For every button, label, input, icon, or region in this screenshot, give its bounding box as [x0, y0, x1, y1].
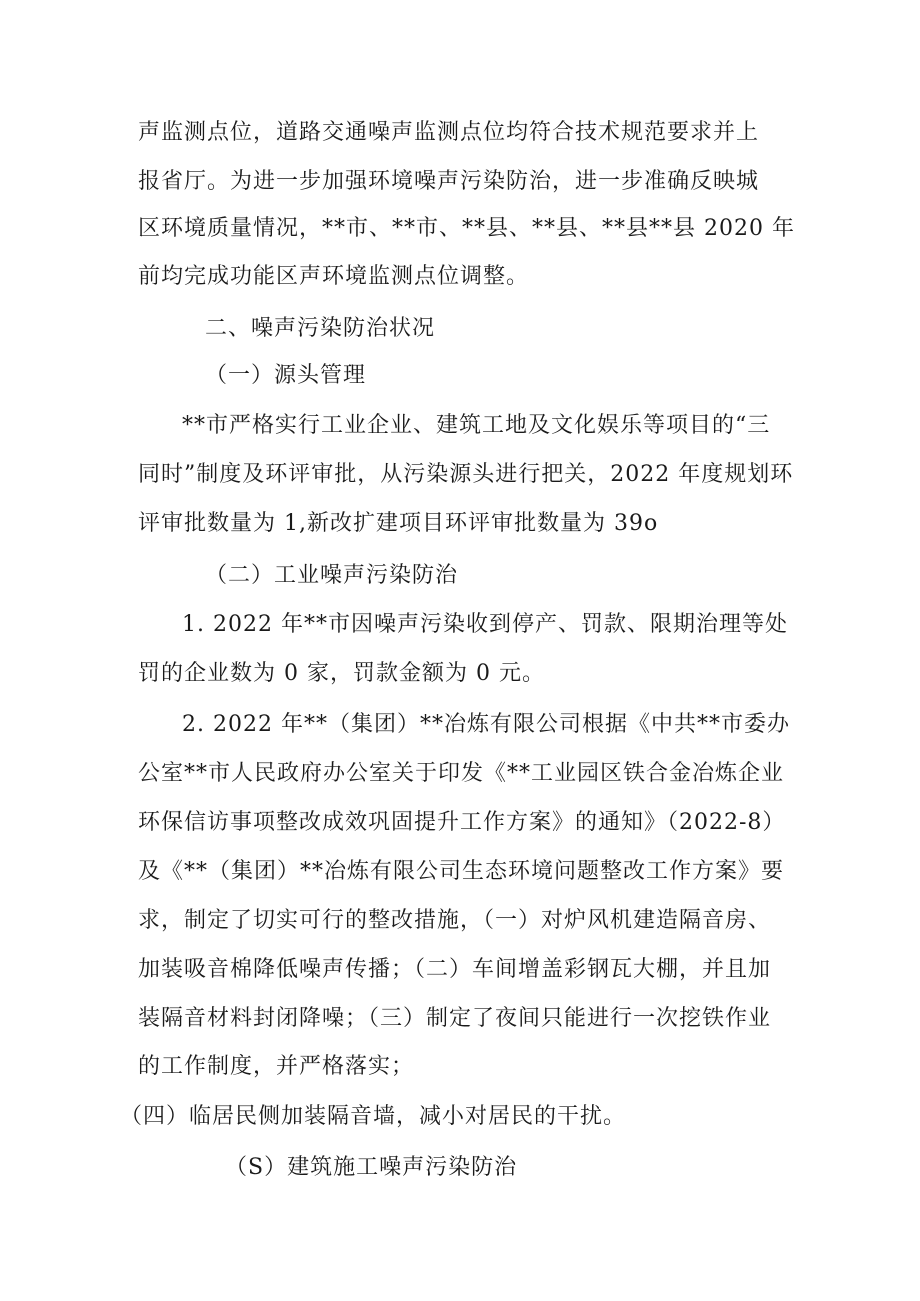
- paragraph-line: 求，制定了切实可行的整改措施，（一）对炉风机建造隔音房、: [138, 908, 772, 933]
- subsection-heading: （一）源头管理: [205, 363, 367, 388]
- paragraph-line: 1. 2022 年**市因噪声污染收到停产、罚款、限期治理等处: [182, 612, 788, 637]
- section-heading: 二、噪声污染防治状况: [205, 316, 436, 341]
- paragraph-line: 2. 2022 年**（集团）**冶炼有限公司根据《中共**市委办: [182, 712, 790, 737]
- paragraph-line: 区环境质量情况，**市、**市、**县、**县、**县**县 2020 年: [138, 216, 795, 241]
- subsection-heading: （S）建筑施工噪声污染防治: [225, 1155, 518, 1180]
- paragraph-line: 装隔音材料封闭降噪；（三）制定了夜间只能进行一次挖铁作业: [138, 1006, 772, 1031]
- paragraph-line: 同时”制度及环评审批，从污染源头进行把关，2022 年度规划环: [138, 462, 794, 487]
- paragraph-line: **市严格实行工业企业、建筑工地及文化娱乐等项目的“三: [182, 413, 771, 438]
- paragraph-line: 及《**（集团）**冶炼有限公司生态环境问题整改工作方案》要: [138, 859, 785, 884]
- paragraph-line: 声监测点位，道路交通噪声监测点位均符合技术规范要求并上: [138, 120, 760, 145]
- paragraph-line: 公室**市人民政府办公室关于印发《**工业园区铁合金冶炼企业: [138, 761, 785, 786]
- paragraph-line: 评审批数量为 1,新改扩建项目环评审批数量为 39o: [138, 511, 659, 536]
- paragraph-line: 加装吸音棉降低噪声传播；（二）车间增盖彩钢瓦大棚，并且加: [138, 957, 772, 982]
- paragraph-line: 的工作制度，并严格落实；: [138, 1054, 415, 1079]
- paragraph-line: 环保信访事项整改成效巩固提升工作方案》的通知》（2022-8）: [138, 810, 786, 835]
- paragraph-line: 罚的企业数为 0 家，罚款金额为 0 元。: [138, 661, 545, 686]
- paragraph-line: 前均完成功能区声环境监测点位调整。: [138, 264, 530, 289]
- paragraph-line: （四）临居民侧加装隔音墙，减小对居民的干扰。: [120, 1104, 627, 1129]
- subsection-heading: （二）工业噪声污染防治: [205, 563, 459, 588]
- paragraph-line: 报省厅。为进一步加强环境噪声污染防治，进一步准确反映城: [138, 169, 760, 194]
